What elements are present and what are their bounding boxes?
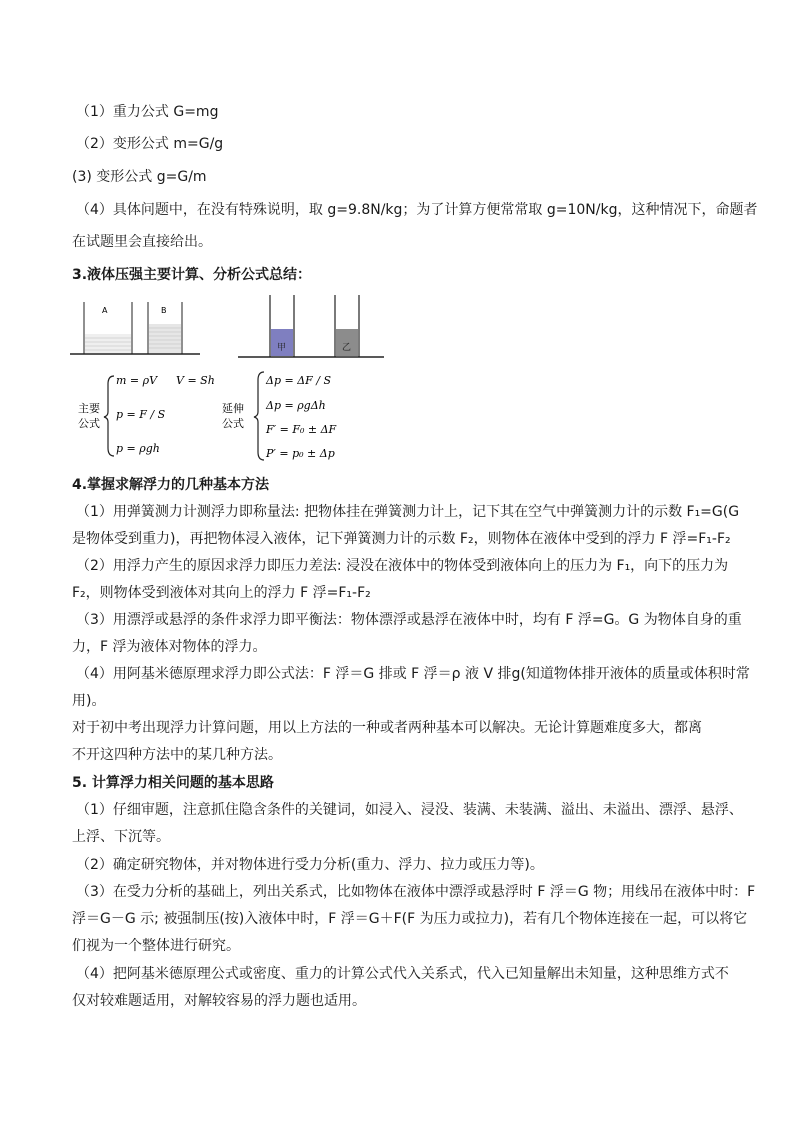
section-5-title: 5. 计算浮力相关问题的基本思路 bbox=[72, 775, 274, 791]
gravity-g-formula: (3) 变形公式 g=G/m bbox=[72, 169, 207, 185]
section-3-title: 3.液体压强主要计算、分析公式总结： bbox=[72, 267, 312, 283]
section-5-line: 上浮、下沉等。 bbox=[72, 829, 170, 845]
main-formulas-label-2: 公式 bbox=[78, 417, 100, 430]
section-4-line: F₂，则物体受到液体对其向上的浮力 F 浮=F₁-F₂ bbox=[72, 585, 371, 601]
formula-mass-density: m = ρV bbox=[116, 374, 158, 387]
section-4-summary-line: 对于初中考出现浮力计算问题，用以上方法的一种或者两种基本可以解决。无论计算题难度多大，都离 bbox=[72, 720, 702, 736]
container-a-label: A bbox=[102, 306, 108, 315]
tube-jia-label: 甲 bbox=[277, 343, 287, 353]
section-4-line: 力，F 浮为液体对物体的浮力。 bbox=[72, 639, 267, 655]
gravity-note-line-2: 在试题里会直接给出。 bbox=[72, 234, 212, 250]
formula-pressure-change: P′ = p₀ ± Δp bbox=[266, 447, 335, 460]
section-5-line: （2）确定研究物体，并对物体进行受力分析(重力、浮力、拉力或压力等)。 bbox=[76, 857, 544, 873]
section-5-line: 们视为一个整体进行研究。 bbox=[72, 938, 240, 954]
main-formulas-brace bbox=[104, 376, 114, 456]
section-4-line: 用)。 bbox=[72, 693, 106, 709]
formula-delta-pressure-force: Δp = ΔF / S bbox=[266, 374, 332, 387]
tube-yi-label: 乙 bbox=[342, 343, 352, 353]
extended-formulas-label-1: 延伸 bbox=[222, 402, 244, 415]
section-5-line: 仅对较难题适用，对解较容易的浮力题也适用。 bbox=[72, 993, 366, 1009]
section-4-line: （1）用弹簧测力计测浮力即称量法: 把物体挂在弹簧测力计上，记下其在空气中弹簧测力计的示数 F₁=G(G bbox=[76, 504, 740, 520]
section-4-line: （2）用浮力产生的原因求浮力即压力差法: 浸没在液体中的物体受到液体向上的压力为 F₁，向下的压力为 bbox=[76, 558, 729, 574]
section-4-summary-line: 不开这四种方法中的某几种方法。 bbox=[72, 747, 282, 763]
formula-volume: V = Sh bbox=[176, 374, 215, 387]
section-5-line: （3）在受力分析的基础上，列出关系式，比如物体在液体中漂浮或悬浮时 F 浮＝G 物；用线吊在液体中时：F bbox=[76, 884, 756, 900]
formula-liquid-pressure: p = ρgh bbox=[116, 442, 160, 455]
section-4-line: 是物体受到重力)，再把物体浸入液体，记下弹簧测力计的示数 F₂，则物体在液体中受到的浮力 F 浮=F₁-F₂ bbox=[72, 531, 731, 547]
section-4-title: 4.掌握求解浮力的几种基本方法 bbox=[72, 477, 270, 493]
gravity-formula: （1）重力公式 G=mg bbox=[76, 104, 219, 120]
main-formulas-label-1: 主要 bbox=[78, 402, 100, 415]
section-5-line: （1）仔细审题，注意抓住隐含条件的关键词，如浸入、浸没、装满、未装满、溢出、未溢出、漂浮、悬浮、 bbox=[76, 802, 743, 818]
gravity-mass-formula: （2）变形公式 m=G/g bbox=[76, 136, 224, 152]
extended-formulas-brace bbox=[254, 372, 264, 460]
extended-formulas-label-2: 公式 bbox=[222, 417, 244, 430]
main-formulas-figure bbox=[76, 370, 226, 460]
container-b-label: B bbox=[161, 306, 167, 315]
extended-formulas-figure bbox=[220, 366, 370, 466]
section-5-line: （4）把阿基米德原理公式或密度、重力的计算公式代入关系式，代入已知量解出未知量，这种思维方式不 bbox=[76, 966, 729, 982]
formula-delta-pressure-height: Δp = ρgΔh bbox=[266, 399, 326, 412]
formula-force-change: F′ = F₀ ± ΔF bbox=[266, 423, 337, 436]
section-4-line: （4）用阿基米德原理求浮力即公式法：F 浮＝G 排或 F 浮＝ρ 液 V 排g(知道物体排开液体的质量或体积时常 bbox=[76, 666, 750, 682]
gravity-note-line-1: （4）具体问题中，在没有特殊说明，取 g=9.8N/kg；为了计算方便常常取 g=10N/kg，这种情况下，命题者 bbox=[76, 202, 758, 218]
formula-pressure: p = F / S bbox=[116, 408, 166, 421]
section-4-line: （3）用漂浮或悬浮的条件求浮力即平衡法：物体漂浮或悬浮在液体中时，均有 F 浮=G。G 为物体自身的重 bbox=[76, 612, 742, 628]
tubes-figure bbox=[238, 291, 384, 361]
containers-figure bbox=[70, 296, 200, 358]
section-5-line: 浮＝G－G 示; 被强制压(按)入液体中时，F 浮＝G＋F(F 为压力或拉力)，若有几个物体连接在一起，可以将它 bbox=[72, 911, 748, 927]
